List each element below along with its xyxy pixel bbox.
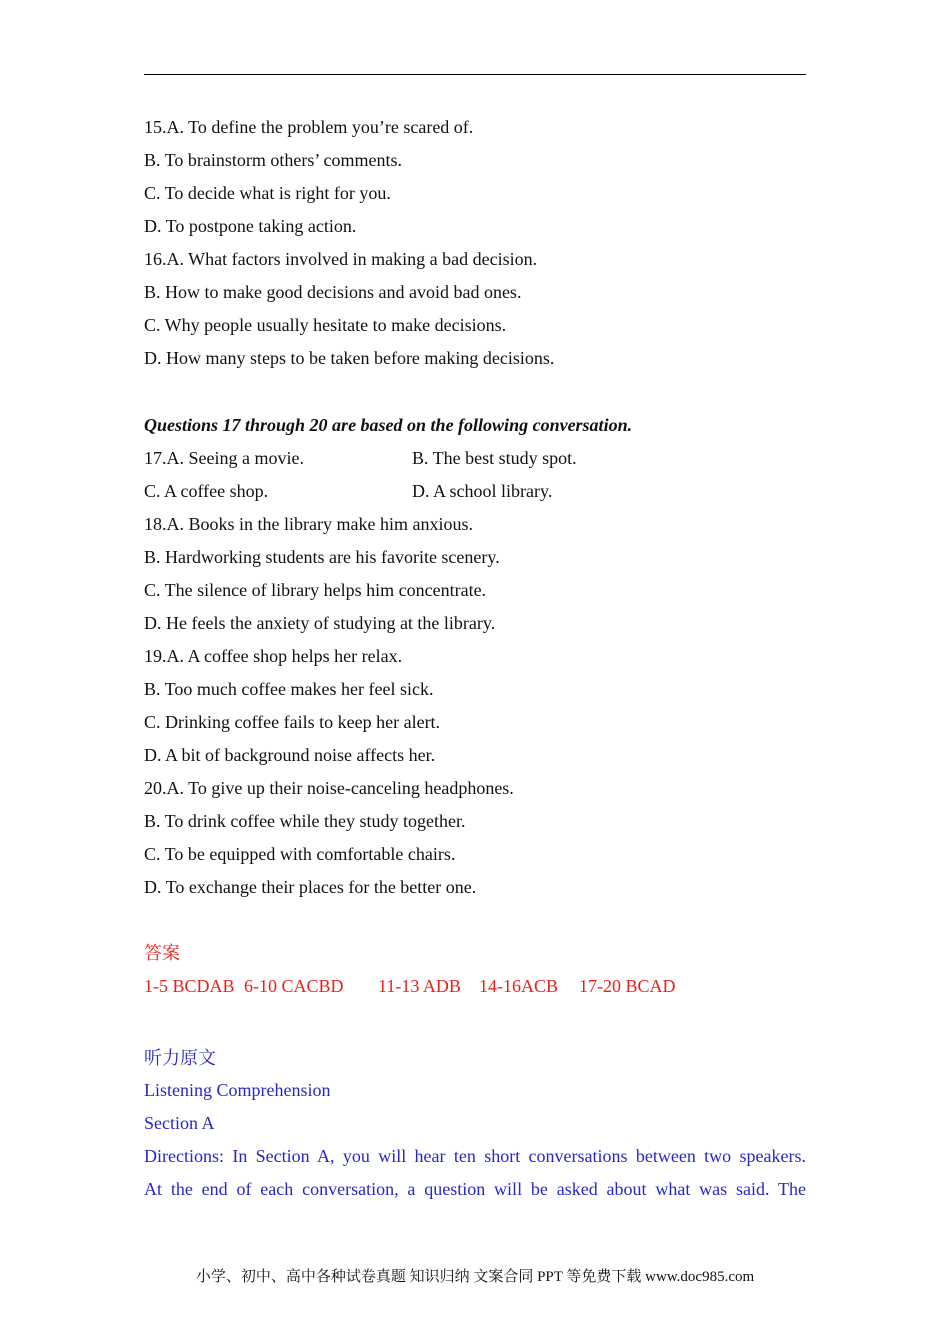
q17-row-2	[144, 480, 553, 502]
answers-title: 答案	[144, 943, 180, 963]
page-footer: 小学、初中、高中各种试卷真题 知识归纳 文案合同 PPT 等免费下载 www.doc985.com	[195, 1269, 755, 1285]
q16-option-b: B. How to make good decisions and avoid bad ones.	[144, 282, 522, 302]
q20-option-b: B. To drink coffee while they study together.	[144, 811, 466, 831]
q18-option-a: 18.A. Books in the library make him anxious.	[144, 514, 473, 534]
header-rule	[144, 74, 806, 75]
answer-group-1-5: 1-5 BCDAB	[144, 976, 235, 996]
transcript-title: 听力原文	[144, 1048, 216, 1068]
q18-option-d: D. He feels the anxiety of studying at the library.	[144, 613, 496, 633]
answer-group-14-16: 14-16ACB	[479, 976, 559, 996]
answers-row	[0, 975, 950, 997]
directions-line-1: Directions: In Section A, you will hear ten short conversations between two speakers.	[144, 1146, 806, 1166]
q16-option-d: D. How many steps to be taken before making decisions.	[144, 348, 555, 368]
transcript-part: Listening Comprehension	[144, 1080, 331, 1100]
q17-option-c: C. A coffee shop.	[144, 481, 269, 501]
q15-option-a: 15.A. To define the problem you’re scared of.	[144, 117, 474, 137]
q19-option-a: 19.A. A coffee shop helps her relax.	[144, 646, 403, 666]
q15-option-d: D. To postpone taking action.	[144, 216, 357, 236]
answer-group-11-13: 11-13 ADB	[378, 976, 461, 996]
q17-row-1	[144, 447, 577, 469]
q20-option-a: 20.A. To give up their noise-canceling headphones.	[144, 778, 514, 798]
q15-option-c: C. To decide what is right for you.	[144, 183, 391, 203]
q17-option-b: B. The best study spot.	[412, 448, 577, 468]
answer-group-17-20: 17-20 BCAD	[579, 976, 676, 996]
q19-option-b: B. Too much coffee makes her feel sick.	[144, 679, 434, 699]
section-heading: Questions 17 through 20 are based on the following conversation.	[144, 415, 633, 435]
q19-option-c: C. Drinking coffee fails to keep her alert.	[144, 712, 441, 732]
q17-option-a: 17.A. Seeing a movie.	[144, 448, 304, 468]
directions-line-2: At the end of each conversation, a question will be asked about what was said. The	[144, 1179, 806, 1199]
q16-option-c: C. Why people usually hesitate to make decisions.	[144, 315, 507, 335]
q16-option-a: 16.A. What factors involved in making a bad decision.	[144, 249, 538, 269]
transcript-section: Section A	[144, 1113, 215, 1133]
q15-option-b: B. To brainstorm others’ comments.	[144, 150, 403, 170]
answer-group-6-10: 6-10 CACBD	[244, 976, 344, 996]
q19-option-d: D. A bit of background noise affects her.	[144, 745, 436, 765]
q17-option-d: D. A school library.	[412, 481, 553, 501]
q18-option-b: B. Hardworking students are his favorite scenery.	[144, 547, 500, 567]
q18-option-c: C. The silence of library helps him concentrate.	[144, 580, 487, 600]
q20-option-c: C. To be equipped with comfortable chairs.	[144, 844, 456, 864]
q20-option-d: D. To exchange their places for the better one.	[144, 877, 477, 897]
